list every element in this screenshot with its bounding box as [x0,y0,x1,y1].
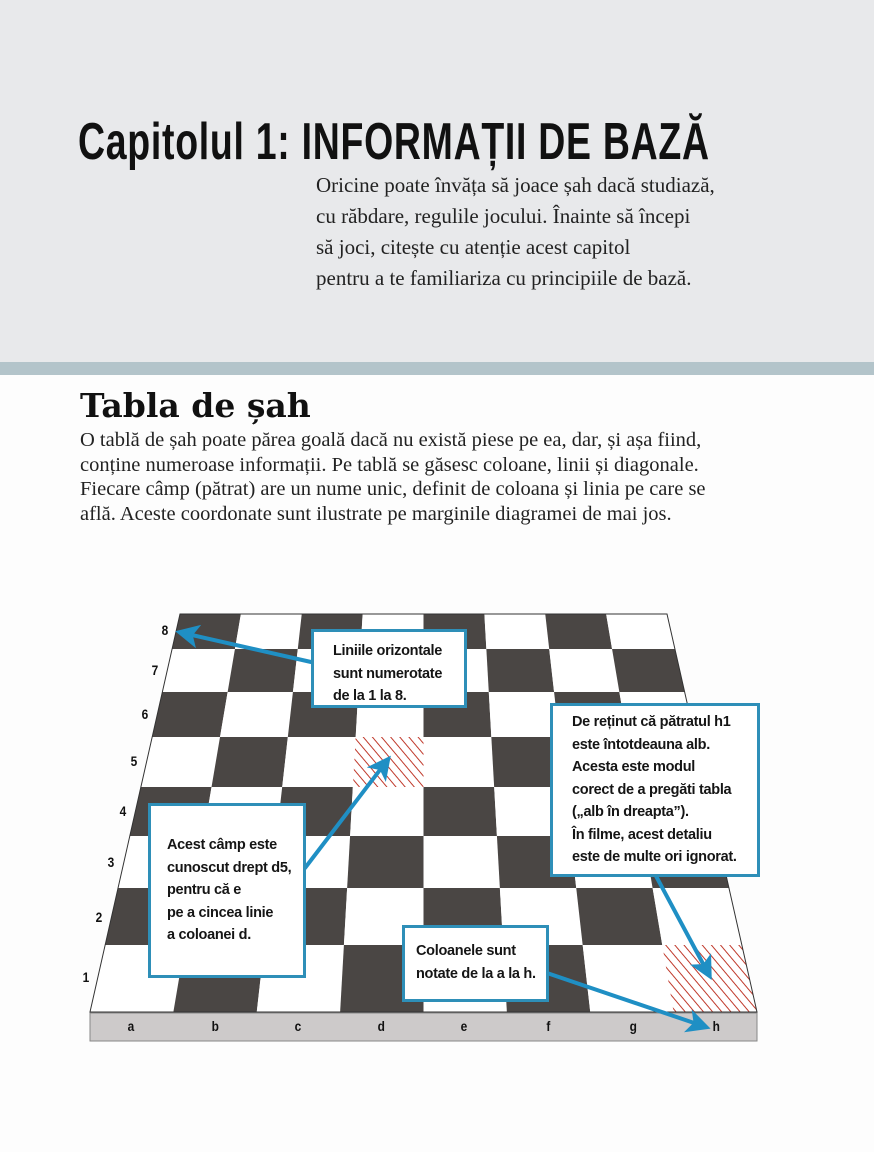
file-label-h: h [712,1018,720,1034]
rank-label-3: 3 [107,854,115,870]
square-b5 [212,737,288,787]
file-label-e: e [460,1018,468,1034]
square-d5 [353,737,424,787]
square-g7 [549,649,619,692]
body-line: conține numeroase informații. Pe tablă se găsesc coloane, linii și diagonale. [80,453,699,476]
rank-label-6: 6 [141,706,149,722]
callout-line: pe a cincea linie [167,904,274,921]
chapter-title: Capitolul 1: INFORMAȚII DE BAZĂ [78,113,710,171]
callout-line: Liniile orizontale [333,643,443,659]
file-label-b: b [211,1018,219,1034]
rank-label-2: 2 [95,909,103,925]
square-g8 [545,614,612,649]
square-e4 [424,787,497,836]
file-label-a: a [127,1018,135,1034]
rank-label-7: 7 [151,662,159,678]
file-label-c: c [294,1018,302,1034]
body-line: află. Aceste coordonate sunt ilustrate pe marginile diagramei de mai jos. [80,502,672,525]
square-a5 [141,737,220,787]
callout-files [402,925,549,1002]
callout-line: cunoscut drept d5, [167,859,292,876]
intro-line: pentru a te familiariza cu principiile de bază. [316,266,692,290]
file-strip [90,1013,757,1041]
callout-line: Coloanele sunt [416,943,516,959]
callout-line: corect de a pregăti tabla [572,781,732,798]
body-line: Fiecare câmp (pătrat) are un nume unic, definit de coloana și linia pe care se [80,478,706,500]
callout-line: Acesta este modul [572,759,696,775]
file-label-d: d [377,1018,385,1034]
square-b6 [220,692,293,737]
square-c5 [282,737,355,787]
square-e3 [424,836,500,888]
square-f8 [484,614,549,649]
intro-line: să joci, citește cu atenție acest capitol [316,235,631,259]
file-label-g: g [629,1018,637,1034]
square-e5 [424,737,495,787]
square-f7 [486,649,554,692]
rank-label-5: 5 [130,753,138,769]
callout-line: De reținut că pătratul h1 [572,714,731,730]
callout-ranks [311,629,467,708]
callout-line: este de multe ori ignorat. [572,849,737,865]
callout-line: Acest câmp este [167,837,277,853]
square-a7 [162,649,235,692]
intro-line: cu răbdare, regulile jocului. Înainte să începi [316,204,691,228]
square-g2 [576,888,662,945]
rank-label-8: 8 [161,622,169,638]
callout-line: pentru că e [167,882,242,898]
square-d3 [347,836,423,888]
callout-line: sunt numerotate [333,665,443,682]
file-label-f: f [546,1018,551,1034]
rank-label-1: 1 [82,969,90,985]
callout-line: („alb în dreapta”). [572,804,689,820]
square-h8 [606,614,675,649]
square-a6 [152,692,227,737]
section-title: Tabla de șah [80,386,311,425]
callout-line: notate de la a la h. [416,965,536,982]
callout-line: În filme, acest detaliu [572,826,712,843]
callout-d5 [148,803,306,978]
square-b8 [235,614,302,649]
rank-label-4: 4 [119,803,127,819]
callout-line: de la 1 la 8. [333,688,407,704]
callout-h1 [550,703,760,877]
square-h7 [612,649,685,692]
callout-line: este întotdeauna alb. [572,736,710,753]
callout-line: a coloanei d. [167,927,251,943]
intro-line: Oricine poate învăța să joace șah dacă studiază, [316,173,715,197]
square-f6 [489,692,559,737]
square-h1 [662,945,757,1012]
body-line: O tablă de șah poate părea goală dacă nu există piese pe ea, dar, și așa fiind, [80,429,702,451]
